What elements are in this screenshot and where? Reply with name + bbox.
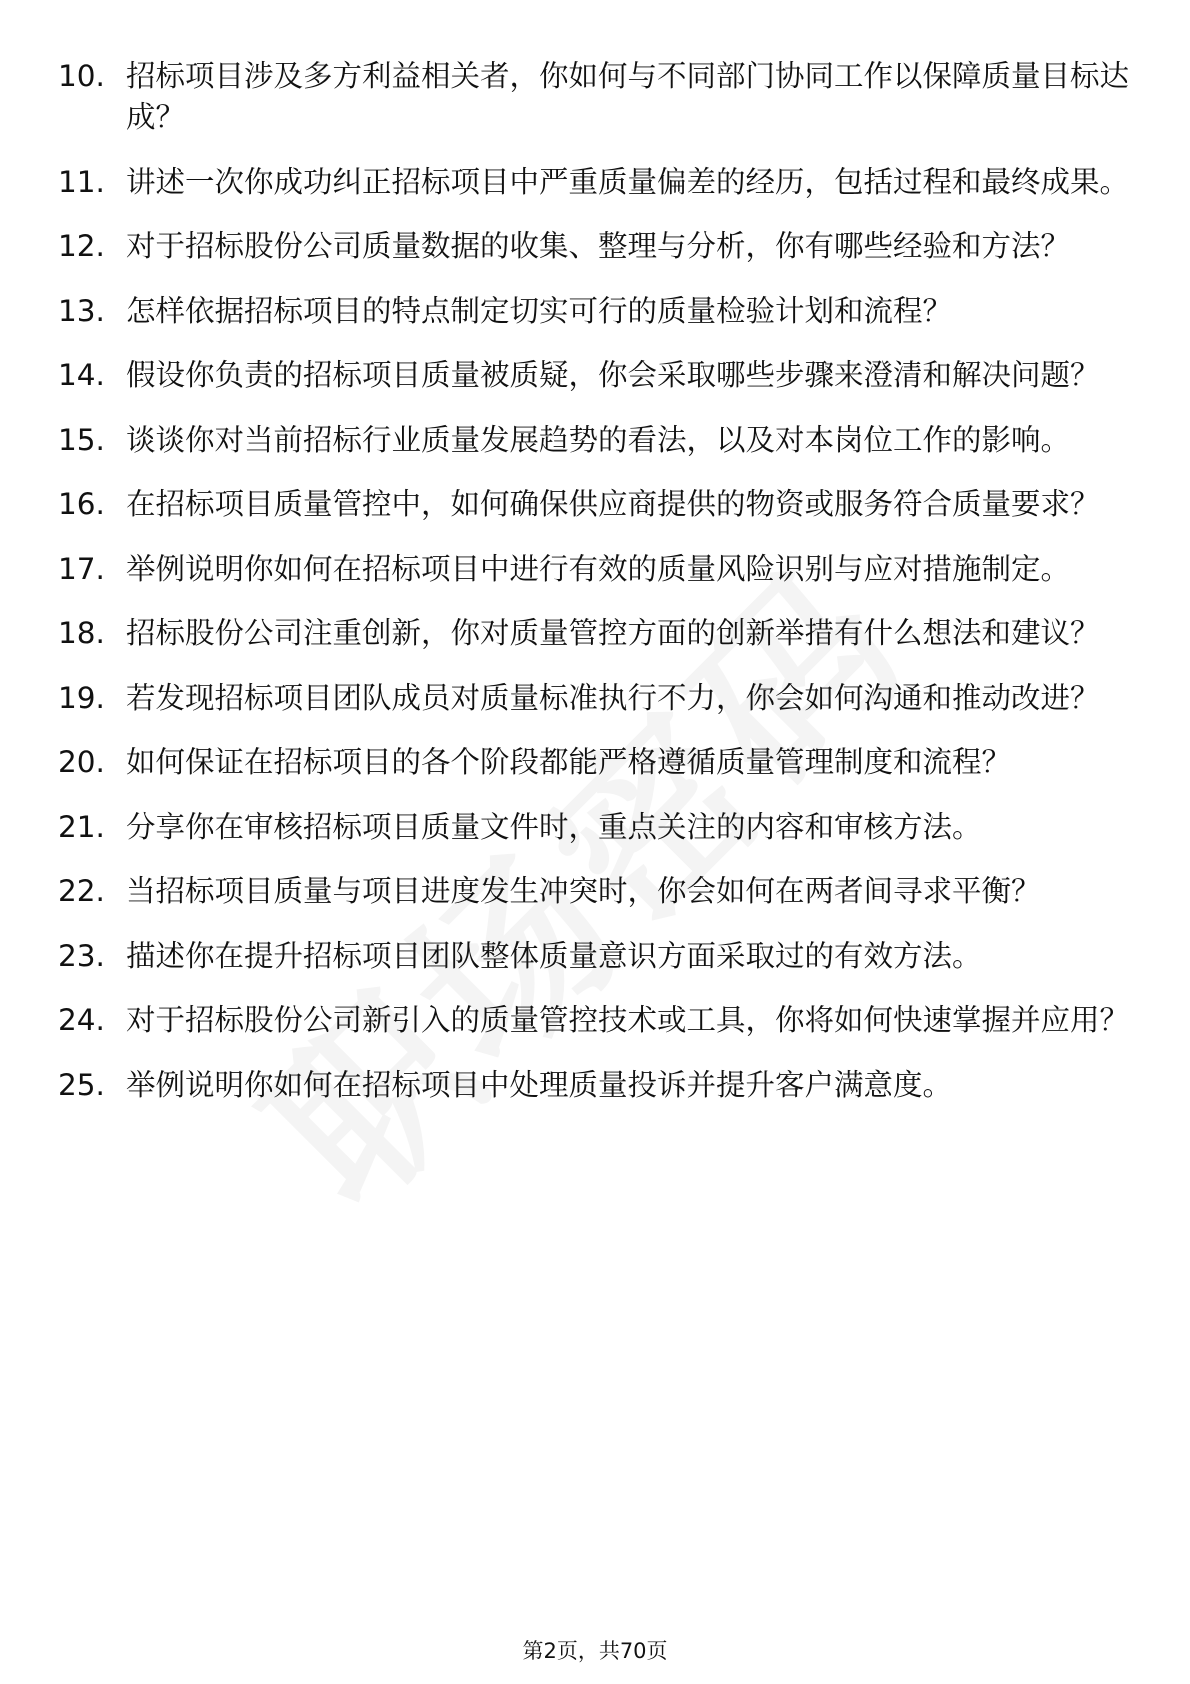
list-item <box>58 226 1138 267</box>
question-number: 13. <box>58 293 105 328</box>
list-item <box>58 1065 1138 1106</box>
question-number: 14. <box>58 358 105 392</box>
question-number: 20. <box>58 745 105 779</box>
question-number: 15. <box>58 422 105 457</box>
question-number: 10. <box>58 59 105 93</box>
list-item <box>58 420 1138 461</box>
question-text: 如何保证在招标项目的各个阶段都能严格遵循质量管理制度和流程？ <box>126 745 1012 779</box>
question-text: 对于招标股份公司质量数据的收集、整理与分析，你有哪些经验和方法？ <box>126 229 1071 263</box>
question-number: 19. <box>58 680 105 715</box>
question-number: 12. <box>58 229 105 263</box>
question-text: 假设你负责的招标项目质量被质疑，你会采取哪些步骤来澄清和解决问题？ <box>126 358 1100 392</box>
question-number: 11. <box>58 164 105 199</box>
list-item <box>58 355 1138 396</box>
question-text: 招标股份公司注重创新，你对质量管控方面的创新举措有什么想法和建议？ <box>126 616 1100 650</box>
list-item <box>58 56 1138 138</box>
question-number: 18. <box>58 616 105 650</box>
list-item <box>58 1000 1138 1041</box>
list-item <box>58 678 1138 719</box>
question-text: 招标项目涉及多方利益相关者，你如何与不同部门协同工作以保障质量目标达成？ <box>126 59 1130 134</box>
list-item <box>58 613 1138 654</box>
question-number: 21. <box>58 809 105 844</box>
list-item <box>58 484 1138 525</box>
question-number: 16. <box>58 487 105 521</box>
question-text: 对于招标股份公司新引入的质量管控技术或工具，你将如何快速掌握并应用？ <box>126 1003 1130 1037</box>
question-text: 谈谈你对当前招标行业质量发展趋势的看法，以及对本岗位工作的影响。 <box>126 422 1071 457</box>
question-number: 22. <box>58 874 105 908</box>
question-number: 23. <box>58 938 105 973</box>
question-text: 当招标项目质量与项目进度发生冲突时，你会如何在两者间寻求平衡？ <box>126 874 1041 908</box>
question-text: 在招标项目质量管控中，如何确保供应商提供的物资或服务符合质量要求？ <box>126 487 1100 521</box>
question-number: 17. <box>58 551 105 586</box>
question-number: 25. <box>58 1067 105 1102</box>
question-text: 若发现招标项目团队成员对质量标准执行不力，你会如何沟通和推动改进？ <box>126 680 1100 715</box>
list-item <box>58 936 1138 977</box>
question-text: 分享你在审核招标项目质量文件时，重点关注的内容和审核方法。 <box>126 809 982 844</box>
list-item <box>58 162 1138 203</box>
question-list <box>58 56 1138 1129</box>
list-item <box>58 742 1138 783</box>
page-number-footer: 第2页，共70页 <box>522 1639 668 1663</box>
list-item <box>58 871 1138 912</box>
question-text: 怎样依据招标项目的特点制定切实可行的质量检验计划和流程？ <box>126 293 953 328</box>
question-number: 24. <box>58 1003 105 1037</box>
list-item <box>58 807 1138 848</box>
question-text: 描述你在提升招标项目团队整体质量意识方面采取过的有效方法。 <box>126 938 982 973</box>
question-text: 举例说明你如何在招标项目中进行有效的质量风险识别与应对措施制定。 <box>126 551 1071 586</box>
list-item <box>58 291 1138 332</box>
question-text: 举例说明你如何在招标项目中处理质量投诉并提升客户满意度。 <box>126 1067 953 1102</box>
list-item <box>58 549 1138 590</box>
question-text: 讲述一次你成功纠正招标项目中严重质量偏差的经历，包括过程和最终成果。 <box>126 164 1130 199</box>
